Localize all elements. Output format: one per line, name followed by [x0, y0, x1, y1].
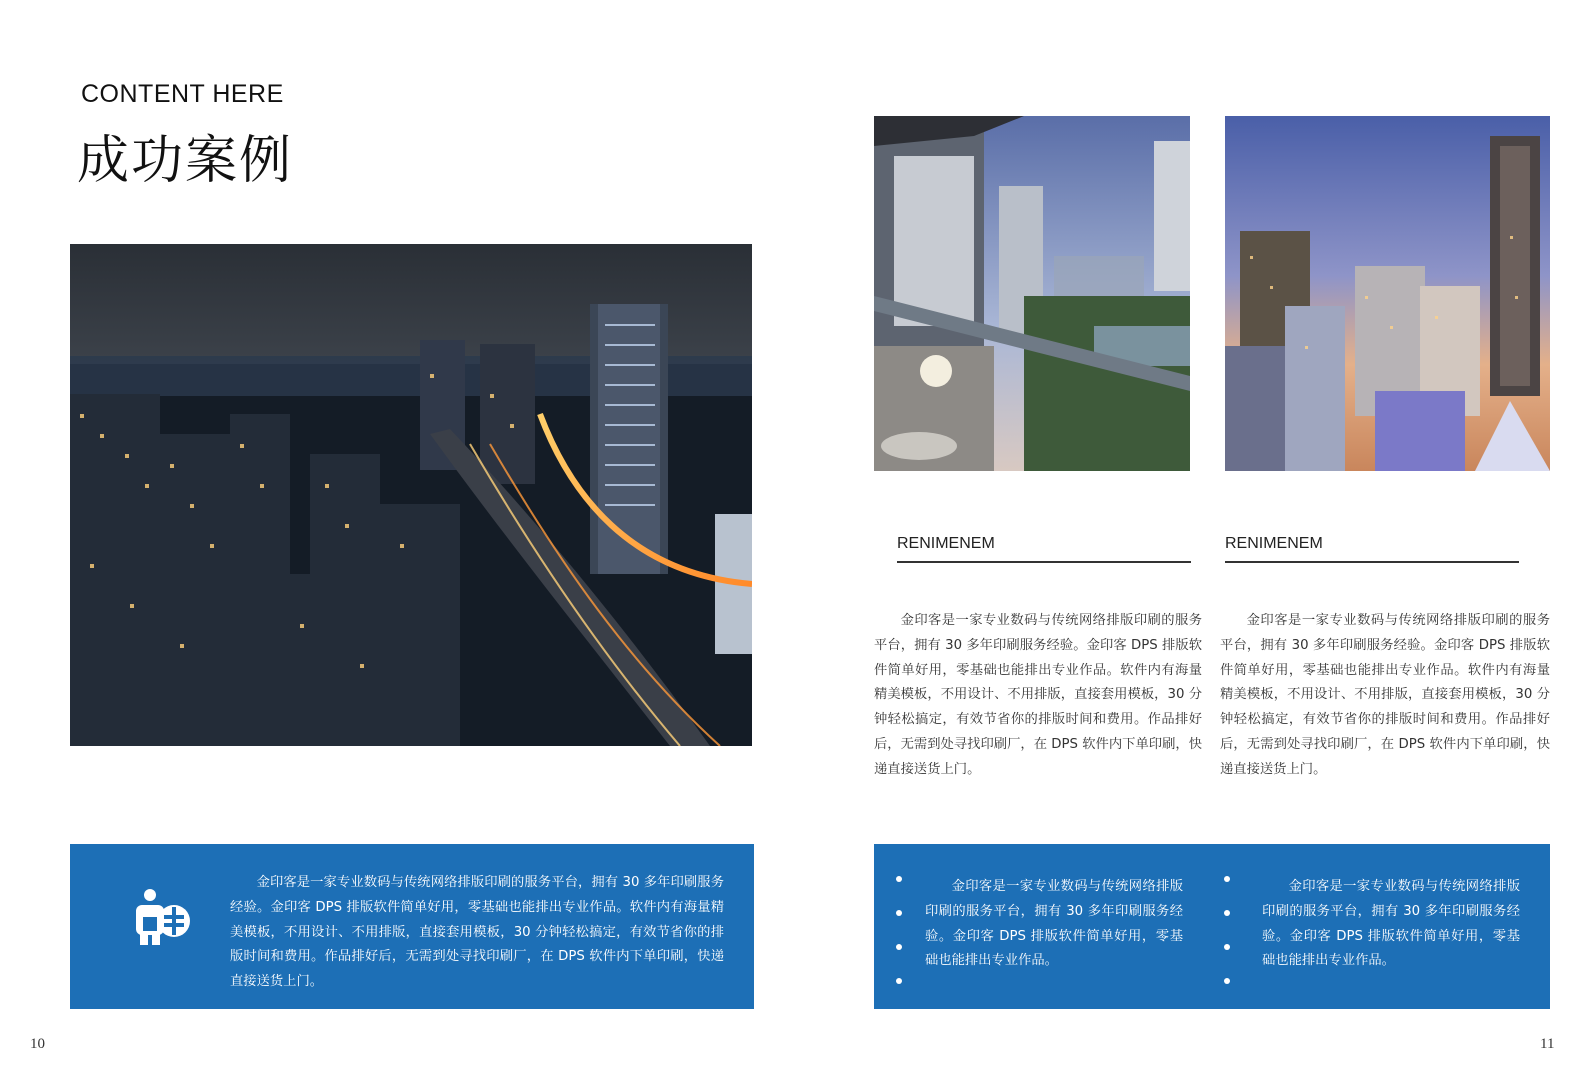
person-cash-icon	[130, 887, 192, 949]
card-heading: RENIMENEM	[1225, 535, 1323, 552]
bullet-markers	[1224, 876, 1236, 986]
bullet-markers	[896, 876, 908, 986]
card-heading: RENIMENEM	[897, 535, 995, 552]
night-city-photo	[70, 244, 752, 746]
page-number-left: 10	[30, 1036, 45, 1052]
card-body-text: 金印客是一家专业数码与传统网络排版印刷的服务平台，拥有 30 多年印刷服务经验。金印客 DPS 排版软件简单好用，零基础也能排出专业作品。软件内有海量精美模板，不用设计、不用排版，直接套用模板，30 分钟轻松搞定，有效节省你的排版时间和费用。作品排好后，无需到处寻找印刷厂，在 DPS 软件内下单印刷，快递直接送货上门。	[1220, 613, 1550, 777]
panel-right-text: 金印客是一家专业数码与传统网络排版印刷的服务平台，拥有 30 多年印刷服务经验。金印客 DPS 排版软件简单好用，零基础也能排出专业作品。	[925, 879, 1183, 969]
page-title: 成功案例	[77, 131, 294, 191]
card-body-text: 金印客是一家专业数码与传统网络排版印刷的服务平台，拥有 30 多年印刷服务经验。金印客 DPS 排版软件简单好用，零基础也能排出专业作品。软件内有海量精美模板，不用设计、不用排版，直接套用模板，30 分钟轻松搞定，有效节省你的排版时间和费用。作品排好后，无需到处寻找印刷厂，在 DPS 软件内下单印刷，快递直接送货上门。	[874, 613, 1202, 777]
page-number-right: 11	[1540, 1036, 1555, 1052]
panel-right-text: 金印客是一家专业数码与传统网络排版印刷的服务平台，拥有 30 多年印刷服务经验。金印客 DPS 排版软件简单好用，零基础也能排出专业作品。	[1262, 879, 1520, 969]
section-kicker: CONTENT HERE	[81, 80, 284, 108]
heading-divider	[897, 561, 1191, 563]
panel-left-text: 金印客是一家专业数码与传统网络排版印刷的服务平台，拥有 30 多年印刷服务经验。金印客 DPS 排版软件简单好用，零基础也能排出专业作品。软件内有海量精美模板，不用设计、不用排版，直接套用模板，30 分钟轻松搞定，有效节省你的排版时间和费用。作品排好后，无需到处寻找印刷厂，在 DPS 软件内下单印刷，快递直接送货上门。	[230, 875, 724, 990]
balcony-view-photo	[874, 116, 1190, 471]
heading-divider	[1225, 561, 1519, 563]
sunset-skyline-photo	[1225, 116, 1550, 471]
